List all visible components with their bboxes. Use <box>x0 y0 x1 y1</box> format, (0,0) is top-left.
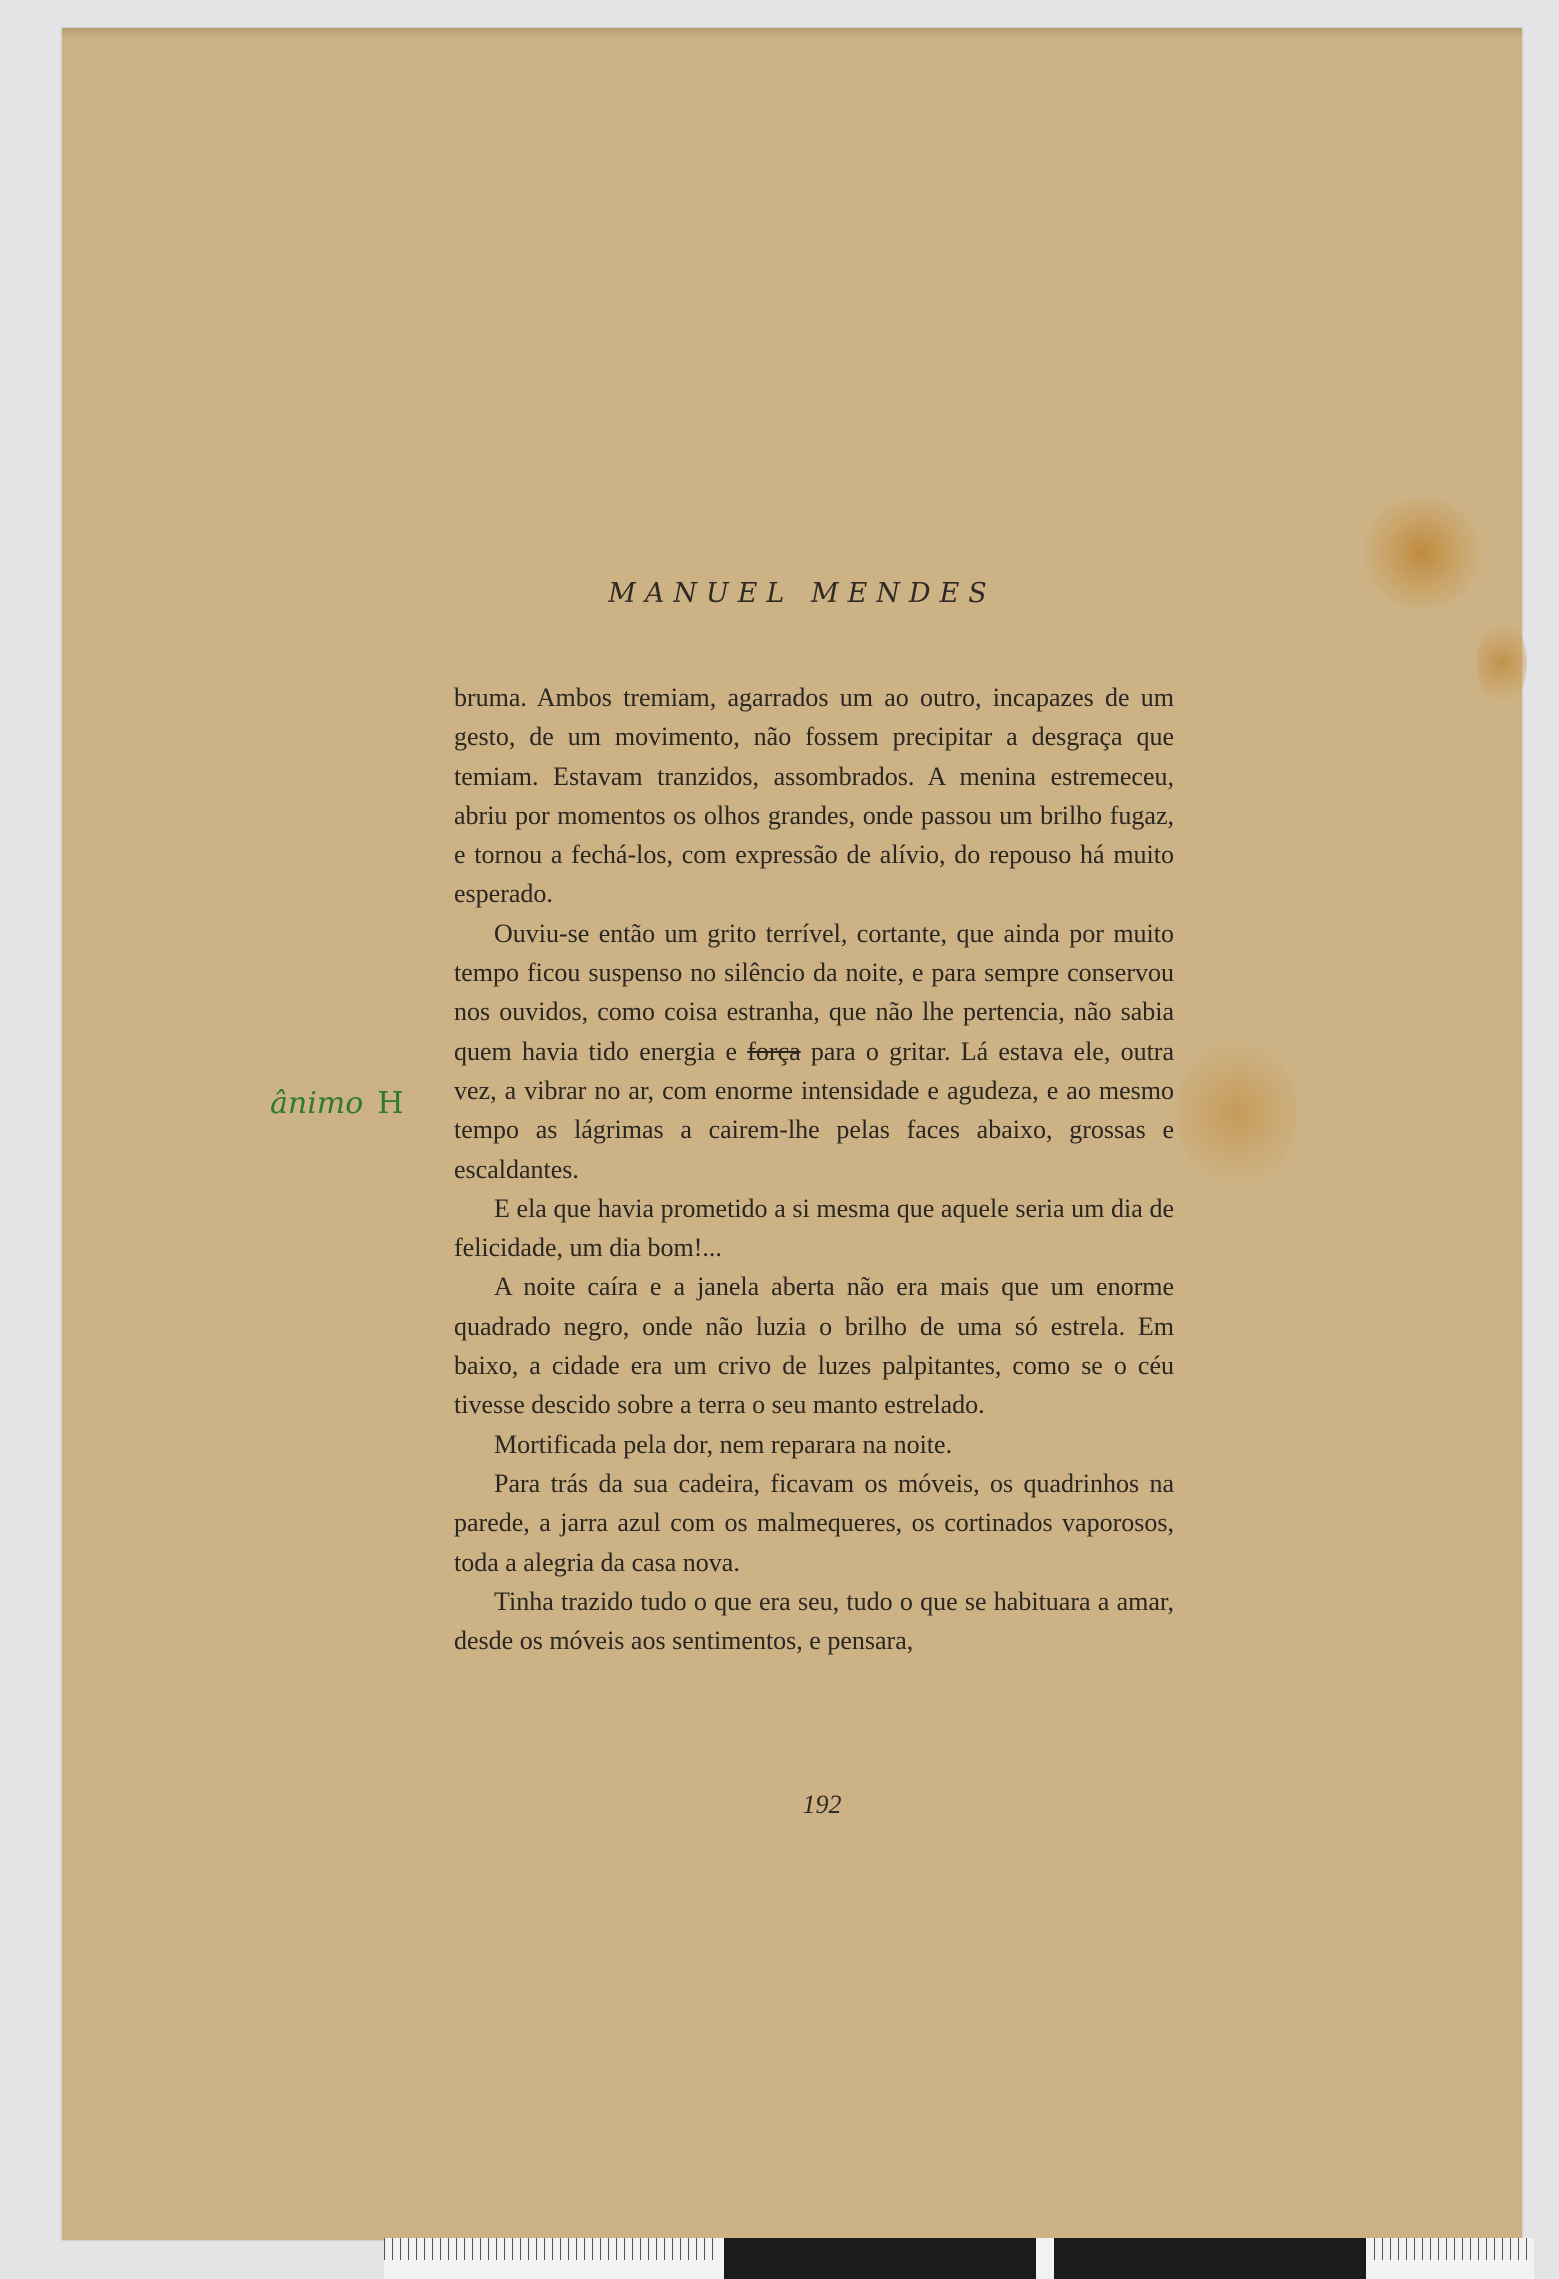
ruler-ticks <box>384 2238 720 2260</box>
ruler-black-block <box>724 2238 1036 2279</box>
paragraph <box>454 914 1174 1189</box>
annotation-word: ânimo <box>270 1086 364 1121</box>
paragraph: Mortificada pela dor, nem reparara na noite. <box>494 1429 953 1459</box>
foxing-stain <box>1477 618 1527 708</box>
scale-ruler <box>384 2238 1534 2279</box>
running-head: MANUEL MENDES <box>608 578 996 609</box>
margin-annotation <box>270 1086 403 1121</box>
foxing-stain <box>1177 1038 1297 1188</box>
document-page <box>62 28 1522 2240</box>
paragraph-text: para o gritar. Lá estava ele, outra vez, a vibrar no ar, com enorme intensidade e agudeza, e ao mesmo tempo as lágrimas a cairem-lhe pelas faces abaixo, grossas e escaldantes. <box>454 1036 1174 1184</box>
paragraph: E ela que havia prometido a si mesma que aquele seria um dia de felicidade, um dia bom!... <box>454 1193 1174 1263</box>
page-number: 192 <box>802 1790 842 1819</box>
paragraph: A noite caíra e a janela aberta não era mais que um enorme quadrado negro, onde não luzia o brilho de uma só estrela. Em baixo, a cidade era um crivo de luzes palpitantes, como se o céu tivesse descido sobre a terra o seu manto estrelado. <box>454 1272 1174 1420</box>
paragraph-text: Ouviu-se então um grito terrível, cortante, que ainda por muito tempo ficou suspenso no silêncio da noite, e para sempre conservou nos ouvidos, como coisa estranha, que não lhe pertencia, não sabia quem havia tido energia e <box>454 918 1174 1066</box>
paragraph: Tinha trazido tudo o que era seu, tudo o que se habituara a amar, desde os móveis aos sentimentos, e pensara, <box>454 1586 1174 1656</box>
body-text <box>454 678 1174 1660</box>
paragraph: Para trás da sua cadeira, ficavam os móveis, os quadrinhos na parede, a jarra azul com os malmequeres, os cortinados vaporosos, toda a alegria da casa nova. <box>454 1468 1174 1577</box>
foxing-stain <box>1362 498 1482 608</box>
ruler-black-block <box>1054 2238 1366 2279</box>
annotation-mark: H <box>377 1086 404 1121</box>
struck-word: força <box>747 1036 801 1066</box>
page-top-edge <box>62 28 1522 38</box>
ruler-ticks <box>1374 2238 1534 2260</box>
paragraph: bruma. Ambos tremiam, agarrados um ao outro, incapazes de um gesto, de um movimento, não fossem precipitar a desgraça que temiam. Estavam tranzidos, assombrados. A menina estremeceu, abriu por momentos os olhos grandes, onde passou um brilho fugaz, e tornou a fechá-los, com expressão de alívio, do repouso há muito esperado. <box>454 683 1174 909</box>
